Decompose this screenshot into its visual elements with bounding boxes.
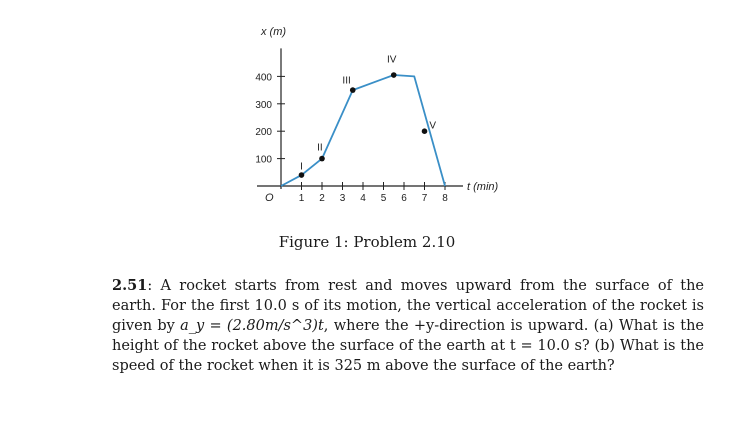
data-point-4 bbox=[391, 72, 397, 78]
problem-text-part2: , where the +y-direction is upward. (a) What is the height of the rocket above the surface of the earth at t = 10.0 s? (b) What is the speed of the rocket when it is 325 m above the surface of the earth? bbox=[112, 318, 704, 374]
segment-label-IV: IV bbox=[386, 54, 397, 66]
x-tick-label-6: 6 bbox=[401, 193, 407, 204]
problem-statement bbox=[112, 276, 704, 376]
y-tick-label-300: 300 bbox=[255, 99, 272, 111]
x-tick-label-2: 2 bbox=[319, 193, 325, 204]
x-tick-label-1: 1 bbox=[298, 193, 305, 204]
segment-label-III: III bbox=[342, 75, 351, 87]
x-axis-label: t (min) bbox=[467, 181, 499, 193]
origin-label: O bbox=[265, 192, 274, 204]
segment-label-I: I bbox=[300, 161, 303, 173]
x-tick-label-8: 8 bbox=[442, 193, 448, 204]
problem-number: 2.51 bbox=[112, 277, 148, 294]
y-tick-label-400: 400 bbox=[255, 72, 272, 84]
data-point-3 bbox=[350, 87, 356, 93]
segment-label-II: II bbox=[317, 142, 323, 154]
y-axis-label: x (m) bbox=[261, 26, 287, 38]
series-line-position bbox=[281, 75, 445, 186]
y-tick-label-100: 100 bbox=[255, 154, 272, 166]
y-tick-label-200: 200 bbox=[255, 127, 272, 139]
data-point-5 bbox=[422, 128, 428, 134]
problem-equation: a_y = (2.80m/s^3)t bbox=[180, 318, 324, 334]
segment-label-V: V bbox=[429, 120, 437, 132]
problem-text-part1: : A rocket starts from rest and moves upward from the surface of the earth. For the first 10.0 s of its motion, the vertical acceleration of the rocket is given by bbox=[112, 278, 704, 334]
figure-caption: Figure 1: Problem 2.10 bbox=[278, 233, 456, 251]
x-tick-label-7: 7 bbox=[421, 193, 428, 204]
x-tick-label-5: 5 bbox=[380, 193, 387, 204]
x-tick-label-4: 4 bbox=[360, 193, 366, 204]
data-point-1 bbox=[299, 172, 305, 178]
data-point-2 bbox=[319, 156, 325, 162]
x-tick-label-3: 3 bbox=[339, 193, 346, 204]
